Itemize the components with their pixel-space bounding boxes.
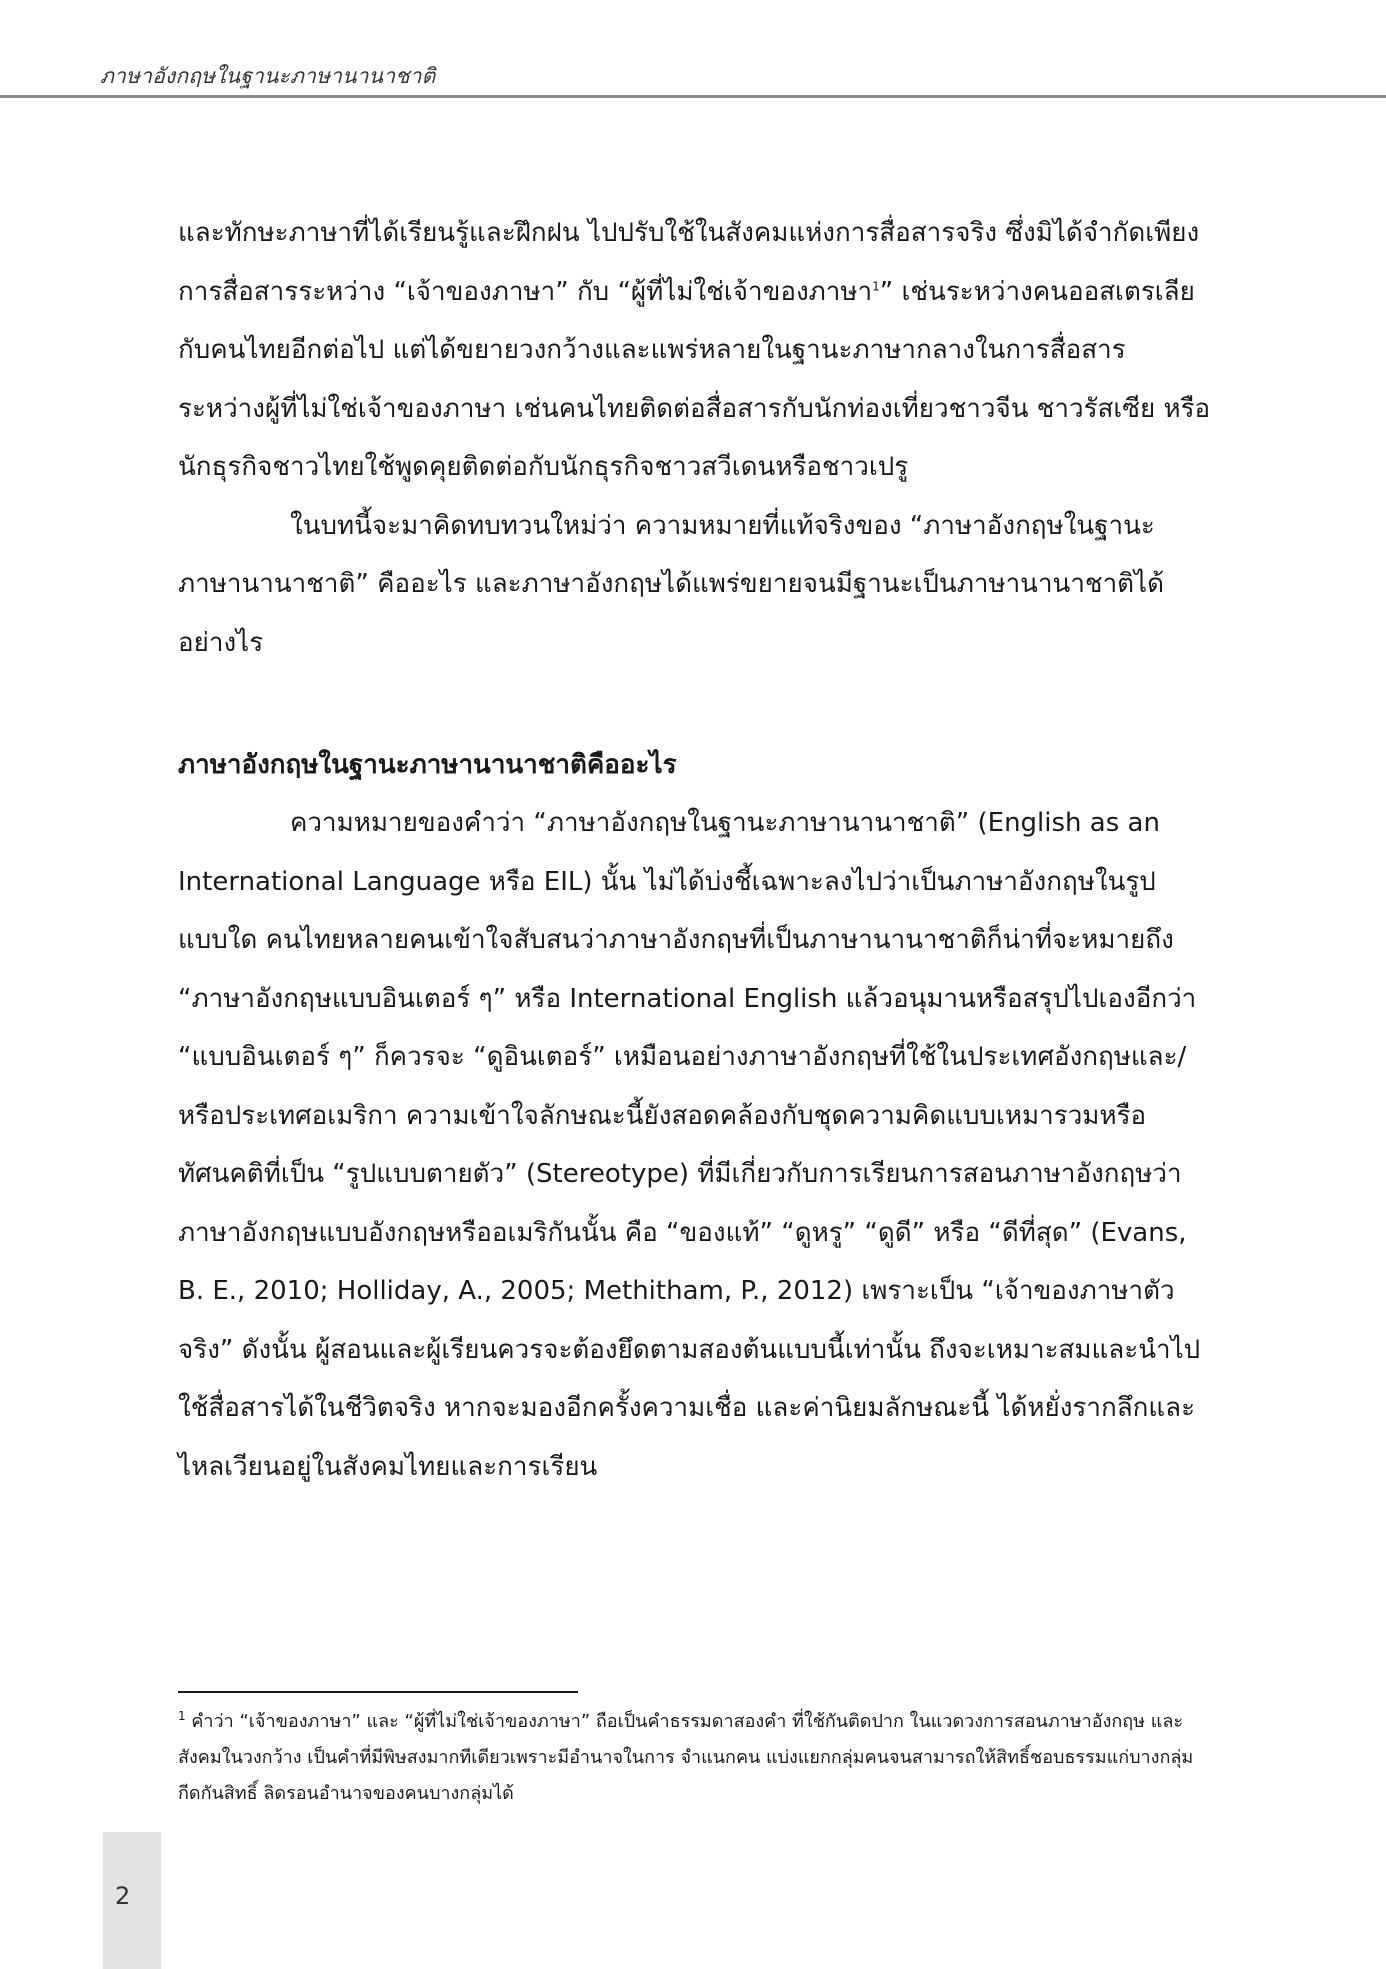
section-paragraph: ความหมายของคำว่า “ภาษาอังกฤษในฐานะภาษานานาชาติ” (English as an International Language หรือ EIL) นั้น ไม่ได้บ่งชี้เฉพาะลงไปว่าเป็นภาษาอังกฤษในรูป แบบใด คนไทยหลายคนเข้าใจสับสนว่าภาษาอังกฤษที่เป็นภาษานานาชาติก็น่าที่จะหมายถึง “ภาษาอังกฤษแบบอินเตอร์ ๆ” หรือ International English แล้วอนุมานหรือสรุปไปเองอีกว่า “แบบอินเตอร์ ๆ” ก็ควรจะ “ดูอินเตอร์” เหมือนอย่างภาษาอังกฤษที่ใช้ในประเทศอังกฤษและ/ หรือประเทศอเมริกา ความเข้าใจลักษณะนี้ยังสอดคล้องกับชุดความคิดแบบเหมารวมหรือทัศนคติที่เป็น “รูปแบบตายตัว” (Stereotype) ที่มีเกี่ยวกับการเรียนการสอนภาษาอังกฤษว่า ภาษาอังกฤษแบบอังกฤษหรืออเมริกันนั้น คือ “ของแท้” “ดูหรู” “ดูดี” หรือ “ดีที่สุด” (Evans, B. E., 2010; Holliday, A., 2005; Methitham, P., 2012) เพราะเป็น “เจ้าของภาษาตัวจริง” ดังนั้น ผู้สอนและผู้เรียนควรจะต้องยึดตามสองต้นแบบนี้เท่านั้น ถึงจะเหมาะสมและนำไปใช้สื่อสารได้ในชีวิตจริง หากจะมองอีกครั้งความเชื่อ และค่านิยมลักษณะนี้ ได้หยั่งรากลึกและไหลเวียนอยู่ในสังคมไทยและการเรียน [178, 808, 1201, 1482]
running-header: ภาษาอังกฤษในฐานะภาษานานาชาติ [100, 64, 436, 88]
footnote-text: คำว่า “เจ้าของภาษา” และ “ผู้ที่ไม่ใช่เจ้าของภาษา” ถือเป็นคำธรรมดาสองคำ ที่ใช้กันติดปาก ในแวดวงการสอนภาษาอังกฤษ และสังคมในวงกว้าง เป็นคำที่มีพิษสงมากทีเดียวเพราะมีอำนาจในการ จำแนกคน แบ่งแยกกลุ่มคนจนสามารถให้สิทธิ์ชอบธรรมแก่บางกลุ่ม กีดกันสิทธิ์ ลิดรอนอำนาจของคนบางกลุ่มได้ [178, 1711, 1194, 1804]
paragraph-1-text-a: และทักษะภาษาที่ได้เรียนรู้และฝึกฝน ไปปรับใช้ในสังคมแห่งการสื่อสารจริง ซึ่งมิได้จำกัดเพียงการสื่อสารระหว่าง “เจ้าของภาษา” กับ “ผู้ที่ไม่ใช่เจ้าของภาษา [178, 218, 1200, 307]
footnote-reference: 1 [872, 278, 880, 293]
header-rule [0, 95, 1386, 98]
footnote-mark: 1 [178, 1709, 186, 1723]
footnote-rule [178, 1691, 578, 1693]
section-heading: ภาษาอังกฤษในฐานะภาษานานาชาติคืออะไร [178, 750, 677, 780]
page-number-tab [103, 1832, 161, 1969]
paragraph-1 [178, 204, 1212, 497]
paragraph-1-text-b: ” เช่นระหว่างคนออสเตรเลีย กับคนไทยอีกต่อไป แต่ได้ขยายวงกว้างและแพร่หลายในฐานะภาษากลางในการสื่อสารระหว่างผู้ที่ไม่ใช่เจ้าของภาษา เช่นคนไทยติดต่อสื่อสารกับนักท่องเที่ยวชาวจีน ชาวรัสเซีย หรือนักธุรกิจชาวไทยใช้พูดคุยติดต่อกับนักธุรกิจชาวสวีเดนหรือชาวเปรู [178, 276, 1211, 482]
main-content [178, 204, 1212, 1496]
footnote [178, 1704, 1212, 1812]
paragraph-2: ในบทนี้จะมาคิดทบทวนใหม่ว่า ความหมายที่แท้จริงของ “ภาษาอังกฤษในฐานะภาษานานาชาติ” คืออะไร และภาษาอังกฤษได้แพร่ขยายจนมีฐานะเป็นภาษานานาชาติได้อย่างไร [178, 510, 1165, 658]
page-number: 2 [115, 1882, 131, 1910]
